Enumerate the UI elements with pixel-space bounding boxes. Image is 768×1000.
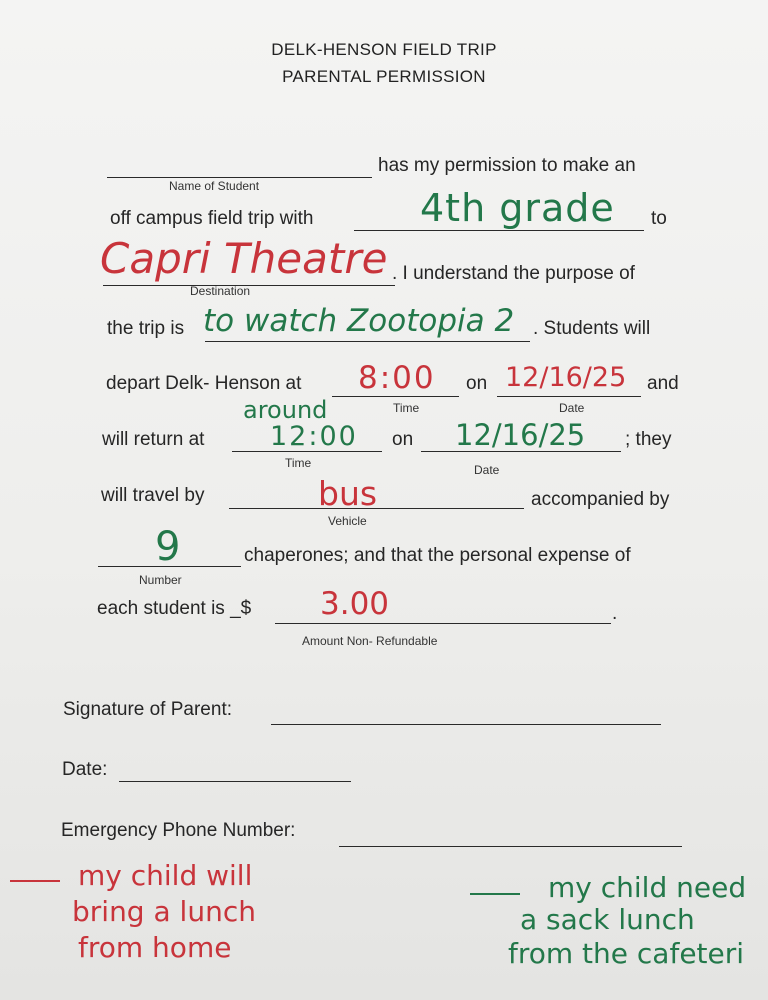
signature-label: Signature of Parent: — [63, 699, 232, 720]
signature-line[interactable] — [271, 724, 661, 725]
depart-date-line[interactable] — [497, 396, 641, 397]
return-date-handwriting: 12/16/25 — [455, 418, 586, 452]
row4-text: the trip is — [107, 318, 185, 339]
chaperones-handwriting: 9 — [155, 524, 181, 570]
return-date-label: Date — [474, 463, 500, 477]
depart-date-handwriting: 12/16/25 — [505, 362, 627, 393]
row5-on: on — [466, 373, 488, 394]
date-label: Date: — [62, 759, 108, 780]
cost-label: Amount Non- Refundable — [302, 634, 438, 648]
row9-text: each student is _$ — [97, 598, 252, 619]
left-option-checkline — [10, 880, 60, 882]
depart-time-handwriting: 8:00 — [358, 360, 436, 396]
depart-time-line[interactable] — [332, 396, 459, 397]
return-note-handwriting: around — [243, 396, 328, 424]
right-option-line-2: a sack lunch — [520, 903, 695, 936]
left-option-line-2: bring a lunch — [72, 895, 256, 928]
chaperones-label: Number — [139, 573, 182, 587]
row9-period: . — [612, 603, 618, 624]
right-option-line-3: from the cafeteri — [508, 937, 745, 970]
row7-text: will travel by — [101, 485, 205, 506]
vehicle-label: Vehicle — [328, 514, 367, 528]
group-handwriting: 4th grade — [420, 186, 615, 230]
form-title-line-2: PARENTAL PERMISSION — [282, 67, 486, 86]
left-option-line-3: from home — [78, 931, 232, 964]
vehicle-handwriting: bus — [318, 474, 378, 513]
return-time-handwriting: 12:00 — [270, 421, 358, 452]
date-line[interactable] — [119, 781, 351, 782]
purpose-line[interactable] — [205, 341, 530, 342]
row2-to: to — [651, 208, 667, 229]
student-name-label: Name of Student — [169, 179, 260, 193]
cost-line[interactable] — [275, 623, 611, 624]
right-option-line-1: my child need — [548, 871, 747, 904]
phone-label: Emergency Phone Number: — [61, 820, 296, 841]
row1-text: has my permission to make an — [378, 155, 636, 176]
group-line[interactable] — [354, 230, 644, 231]
cost-handwriting: 3.00 — [320, 586, 390, 622]
depart-date-label: Date — [559, 401, 585, 415]
purpose-handwriting: to watch Zootopia 2 — [203, 303, 515, 339]
destination-handwriting: Capri Theatre — [100, 234, 388, 283]
row6-they: ; they — [625, 429, 672, 450]
row4-text-b: . Students will — [533, 318, 651, 339]
row7-accompanied: accompanied by — [531, 489, 670, 510]
right-option-checkline — [470, 893, 520, 895]
row6-text: will return at — [102, 429, 205, 450]
row5-text: depart Delk- Henson at — [106, 373, 302, 394]
row5-and: and — [647, 373, 679, 394]
return-time-label: Time — [285, 456, 312, 470]
row8-text: chaperones; and that the personal expense of — [244, 545, 631, 566]
destination-label: Destination — [190, 284, 251, 298]
row6-on: on — [392, 429, 414, 450]
row2-text: off campus field trip with — [110, 208, 314, 229]
phone-line[interactable] — [339, 846, 682, 847]
depart-time-label: Time — [393, 401, 420, 415]
left-option-line-1: my child will — [78, 859, 253, 892]
student-name-line[interactable] — [107, 177, 372, 178]
form-title-line-1: DELK-HENSON FIELD TRIP — [271, 40, 497, 59]
row3-text: . I understand the purpose of — [392, 263, 635, 284]
